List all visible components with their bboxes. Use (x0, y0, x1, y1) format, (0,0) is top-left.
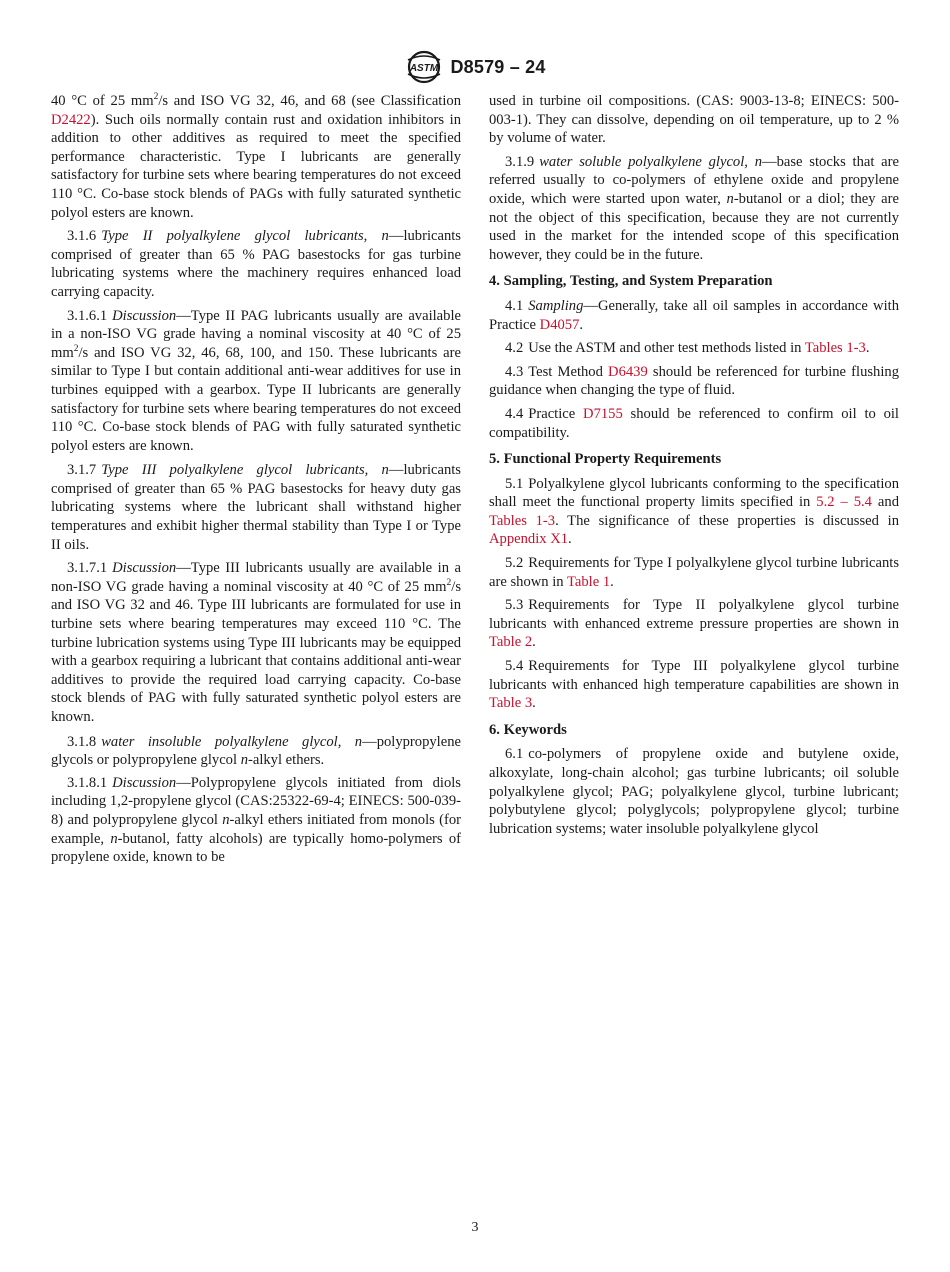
link-d4057[interactable]: D4057 (539, 316, 580, 333)
page-number: 3 (471, 1220, 479, 1235)
paragraph-3-1-9: 3.1.9 water soluble polyalkylene glycol, n—base stocks that are referred usually to co-polymers of ethylene oxide and propylene oxide, which were started upon water, n-butanol or a diol; they are not the object of this specification, because they are not currently used in the market for the intended scope of this specification however, they could be in the future. (489, 153, 900, 263)
paragraph-3-1-7: 3.1.7 Type III polyalkylene glycol lubricants, n—lubricants comprised of greater than 65 % PAG basestocks for heavy duty gas lubricating systems where the lubricant shall withstand higher temperatures and exhibit higher thermal stability than Type I or Type II oils. (51, 462, 461, 553)
paragraph-6-1: 6.1 co-polymers of propylene oxide and butylene oxide, alkoxylate, long-chain alcohol; gas turbine lubricants; oil soluble polyalkylene glycol; PAG; polyalkylene glycol, turbine lubricant; polybutylene glycol; polyglycols; polypropylene glycol; turbine lubrication systems; water insoluble polyalkylene glycol (489, 746, 899, 837)
paragraph-5-3: 5.3 Requirements for Type II polyalkylene glycol turbine lubricants with enhanced extreme pressure properties are shown in Table 2. (489, 597, 899, 651)
paragraph-5-4: 5.4 Requirements for Type III polyalkylene glycol turbine lubricants with enhanced high temperature capabilities are shown in Table 3. (489, 658, 899, 712)
paragraph-4-2: 4.2 Use the ASTM and other test methods listed in Tables 1-3. (505, 340, 870, 357)
page-header (0, 50, 950, 84)
link-5-2-5-4[interactable]: 5.2 – 5.4 (816, 494, 872, 511)
paragraph-5-2: 5.2 Requirements for Type I polyalkylene glycol turbine lubricants are shown in Table 1. (489, 555, 899, 590)
link-d7155[interactable]: D7155 (583, 405, 623, 422)
link-tables-1-3[interactable]: Tables 1-3 (804, 340, 866, 357)
document-designation: D8579 – 24 (450, 56, 546, 77)
right-column (489, 92, 899, 843)
term-water-insoluble: water insoluble polyalkylene glycol, n (101, 733, 363, 750)
link-table-3[interactable]: Table 3 (489, 695, 533, 712)
paragraph-3-1-6: 3.1.6 Type II polyalkylene glycol lubricants, n—lubricants comprised of greater than 65 % PAG basestocks for gas turbine lubricating systems where the machinery requires enhanced load carrying capacity. (51, 228, 461, 300)
paragraph-3-1-8-1: 3.1.8.1 Discussion—Polypropylene glycols initiated from diols including 1,2-propylene glycol (CAS:25322-69-4; EINECS: 500-039-8) and polypropylene glycol n-alkyl ethers initiated from monols (for example, n-butanol, fatty alcohols) are typically homo-polymers of propylene oxide, known to be (51, 774, 461, 866)
paragraph-3-1-6-1: 3.1.6.1 Discussion—Type II PAG lubricants usually are available in a non-ISO VG grade having a nominal viscosity at 40 °C of 25 $mm^2/s$ and ISO VG 32, 46, 68, 100, and 150. These lubricants are similar to Type I but contain additional anti-wear additives for use in turbines equipped with a gearbox. Type II lubricants are generally satisfactory for turbine sets where bearing temperatures do not exceed 110 °C. Co-base stock blends of PAG with fully saturated synthetic polyol esters are known. (51, 307, 461, 454)
link-table-2[interactable]: Table 2 (489, 634, 533, 651)
paragraph-3-1-7-1: 3.1.7.1 Discussion—Type III lubricants usually are available in a non-ISO VG grade having a nominal viscosity at 40 °C of 25 $mm^2/s$ and ISO VG 32 and 46. Type III lubricants are formulated for use in turbine sets where bearing temperatures may exceed 110 °C. The turbine lubrication systems using Type III lubricants may be equipped with a gearbox requiring a lubricant that contains additional anti-wear additives to provide the required load carrying capacity. Co-base stock blends of PAG with fully saturated synthetic polyol esters are known. (51, 560, 461, 725)
section-6-heading: 6. Keywords (489, 721, 567, 738)
term-type-ii: Type II polyalkylene glycol lubricants, n (101, 228, 389, 245)
left-column (51, 92, 461, 872)
link-d6439[interactable]: D6439 (608, 363, 648, 380)
paragraph-3-1-8: 3.1.8 water insoluble polyalkylene glycol, n—polypropylene glycols or polypropylene glycol n-alkyl ethers. (51, 733, 461, 769)
section-4-heading: 4. Sampling, Testing, and System Preparation (489, 273, 773, 290)
link-appendix-x1[interactable]: Appendix X1 (489, 531, 569, 548)
section-5-heading: 5. Functional Property Requirements (489, 451, 722, 468)
paragraph-4-1: 4.1 Sampling—Generally, take all oil samples in accordance with Practice D4057. (489, 297, 899, 333)
link-tables-1-3-b[interactable]: Tables 1-3 (489, 512, 556, 529)
term-water-soluble: water soluble polyalkylene glycol, n (539, 153, 762, 170)
paragraph-5-1: 5.1 Polyalkylene glycol lubricants conforming to the specification shall meet the functional property limits specified in 5.2 – 5.4 and Tables 1-3. The significance of these properties is discussed in Appendix X1. (489, 475, 899, 548)
link-d2422[interactable]: D2422 (51, 111, 91, 128)
paragraph-4-3: 4.3 Test Method D6439 should be referenced for turbine flushing guidance when changing the type of fluid. (489, 363, 899, 399)
link-table-1[interactable]: Table 1 (566, 573, 611, 590)
logo-text: ASTM (410, 63, 439, 74)
paragraph-3-1-8-1-continued: used in turbine oil compositions. (CAS: 9003-13-8; EINECS: 500- 003-1). They can dissolve, depending on oil temperature, up to 2 % by volume of water. (489, 93, 899, 147)
astm-logo-icon (404, 50, 444, 84)
term-type-iii: Type III polyalkylene glycol lubricants, n (101, 462, 389, 479)
paragraph-3-1-5-continued: 40 °C of 25 $mm^2/s$ and ISO VG 32, 46, and 68 (see Classification D2422). Such oils normally contain rust and oxidation inhibitors in addition to other additives as required to meet the specified performance characteristic. Type I lubricants are generally satisfactory for turbine sets where bearing temperatures do not exceed 110 °C. Co-base stock blends of PAGs with fully saturated synthetic polyol esters are known. (51, 92, 461, 221)
paragraph-4-4: 4.4 Practice D7155 should be referenced to confirm oil to oil compatibility. (489, 405, 899, 441)
